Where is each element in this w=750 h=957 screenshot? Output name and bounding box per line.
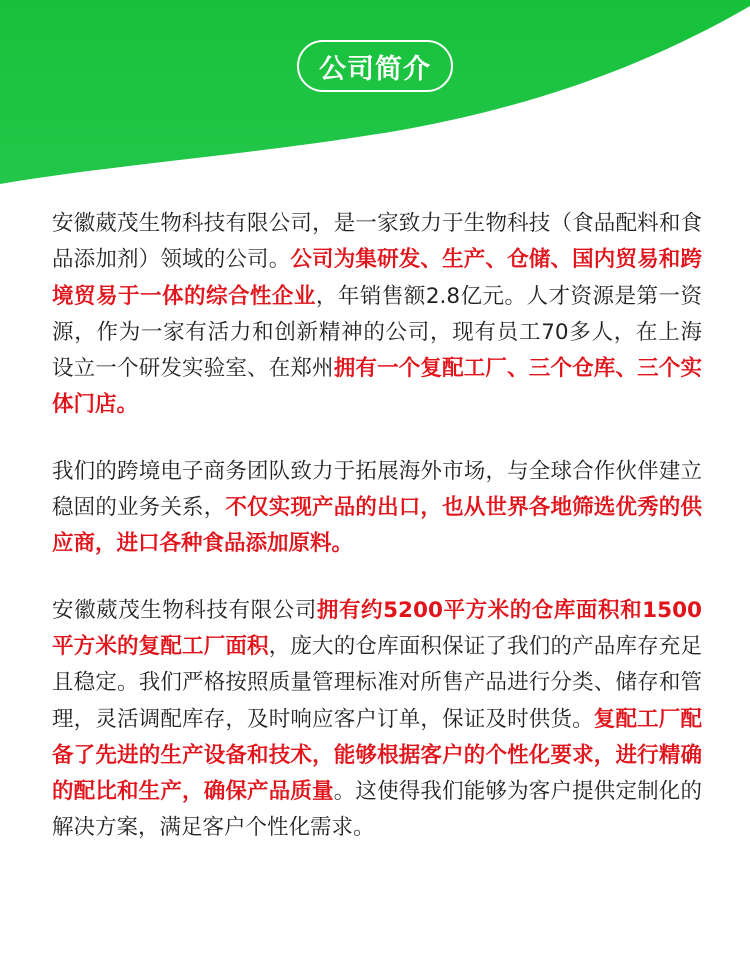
intro-paragraph-2 [52, 454, 702, 563]
company-intro-body [52, 206, 702, 877]
highlighted-text: 拥有一个复配工厂、三个仓库、三个实体门店。 [52, 356, 702, 418]
body-text: 我们的跨境电子商务团队致力于拓展海外市场，与全球合作伙伴建立稳固的业务关系， [52, 458, 702, 521]
intro-paragraph-3 [52, 593, 702, 847]
green-wave-background [0, 0, 750, 200]
highlighted-text: 不仅实现产品的出口，也从世界各地筛选优秀的供应商，进口各种食品添加原料。 [52, 495, 702, 557]
body-text: 安徽葳茂生物科技有限公司 [52, 597, 317, 623]
highlighted-text: 公司为集研发、生产、仓储、国内贸易和跨境贸易于一体的综合性企业 [52, 247, 702, 309]
body-text: ，年销售额2.8亿元。人才资源是第一资源，作为一家有活力和创新精神的公司，现有员工70多人，在上海设立一个研发实验室、在郑州 [52, 283, 702, 382]
body-text: 安徽葳茂生物科技有限公司，是一家致力于生物科技（食品配料和食品添加剂）领域的公司。 [52, 211, 702, 273]
title-pill [297, 40, 453, 92]
highlighted-text: 拥有约5200平方米的仓库面积和1500平方米的复配工厂面积 [52, 597, 702, 659]
body-text: ，庞大的仓库面积保证了我们的产品库存充足且稳定。我们严格按照质量管理标准对所售产品进行分类、储存和管理，灵活调配库存，及时响应客户订单，保证及时供货。 [52, 633, 702, 732]
header-banner [0, 0, 750, 200]
intro-paragraph-1 [52, 206, 702, 424]
page-title: 公司简介 [319, 53, 431, 85]
highlighted-text: 复配工厂配备了先进的生产设备和技术，能够根据客户的个性化要求，进行精确的配比和生产，确保产品质量 [52, 706, 702, 805]
body-text: 。这使得我们能够为客户提供定制化的解决方案，满足客户个性化需求。 [52, 779, 702, 841]
